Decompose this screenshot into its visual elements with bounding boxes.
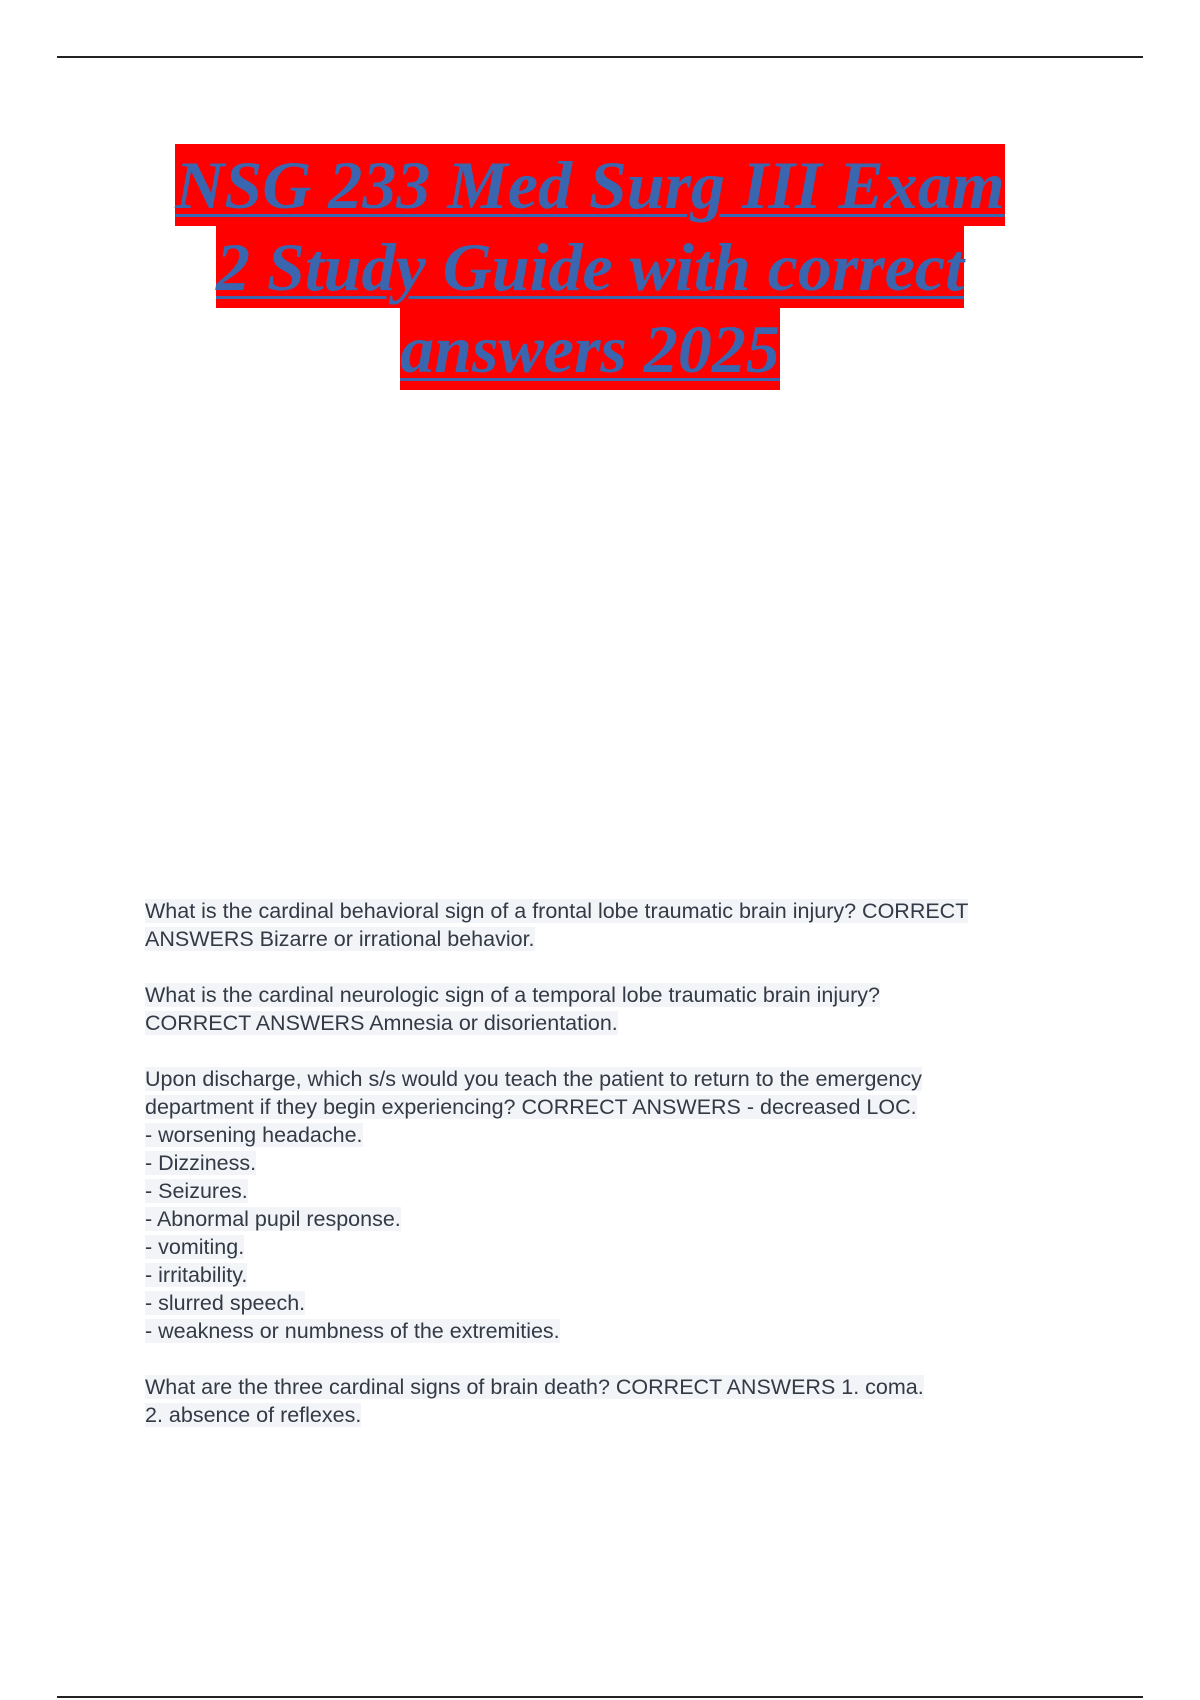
text-line: - slurred speech.: [145, 1291, 306, 1315]
text-line: - irritability.: [145, 1263, 248, 1287]
text-line: ANSWERS Bizarre or irrational behavior.: [145, 927, 535, 951]
title-line: answers 2025: [400, 308, 780, 390]
document-title: [140, 144, 1040, 390]
text-line: What is the cardinal neurologic sign of a temporal lobe traumatic brain injury?: [145, 983, 880, 1007]
text-line: CORRECT ANSWERS Amnesia or disorientation.: [145, 1011, 618, 1035]
text-line: department if they begin experiencing? CORRECT ANSWERS - decreased LOC.: [145, 1095, 917, 1119]
text-line: - Dizziness.: [145, 1151, 257, 1175]
qa-item: [145, 1373, 1095, 1429]
qa-item: [145, 981, 1095, 1037]
text-line: What is the cardinal behavioral sign of a frontal lobe traumatic brain injury? CORRECT: [145, 899, 969, 923]
header-rule: [57, 56, 1143, 58]
text-line: What are the three cardinal signs of brain death? CORRECT ANSWERS 1. coma.: [145, 1375, 924, 1399]
qa-item: [145, 897, 1095, 953]
title-line: NSG 233 Med Surg III Exam: [175, 144, 1004, 226]
text-line: - Abnormal pupil response.: [145, 1207, 401, 1231]
text-line: 2. absence of reflexes.: [145, 1403, 362, 1427]
text-line: - vomiting.: [145, 1235, 245, 1259]
title-line: 2 Study Guide with correct: [216, 226, 964, 308]
text-line: - worsening headache.: [145, 1123, 363, 1147]
footer-rule: [57, 1696, 1143, 1698]
text-line: - weakness or numbness of the extremities.: [145, 1319, 560, 1343]
text-line: - Seizures.: [145, 1179, 248, 1203]
study-guide-content: [145, 897, 1095, 1457]
qa-item: [145, 1065, 1095, 1345]
text-line: Upon discharge, which s/s would you teach the patient to return to the emergency: [145, 1067, 922, 1091]
